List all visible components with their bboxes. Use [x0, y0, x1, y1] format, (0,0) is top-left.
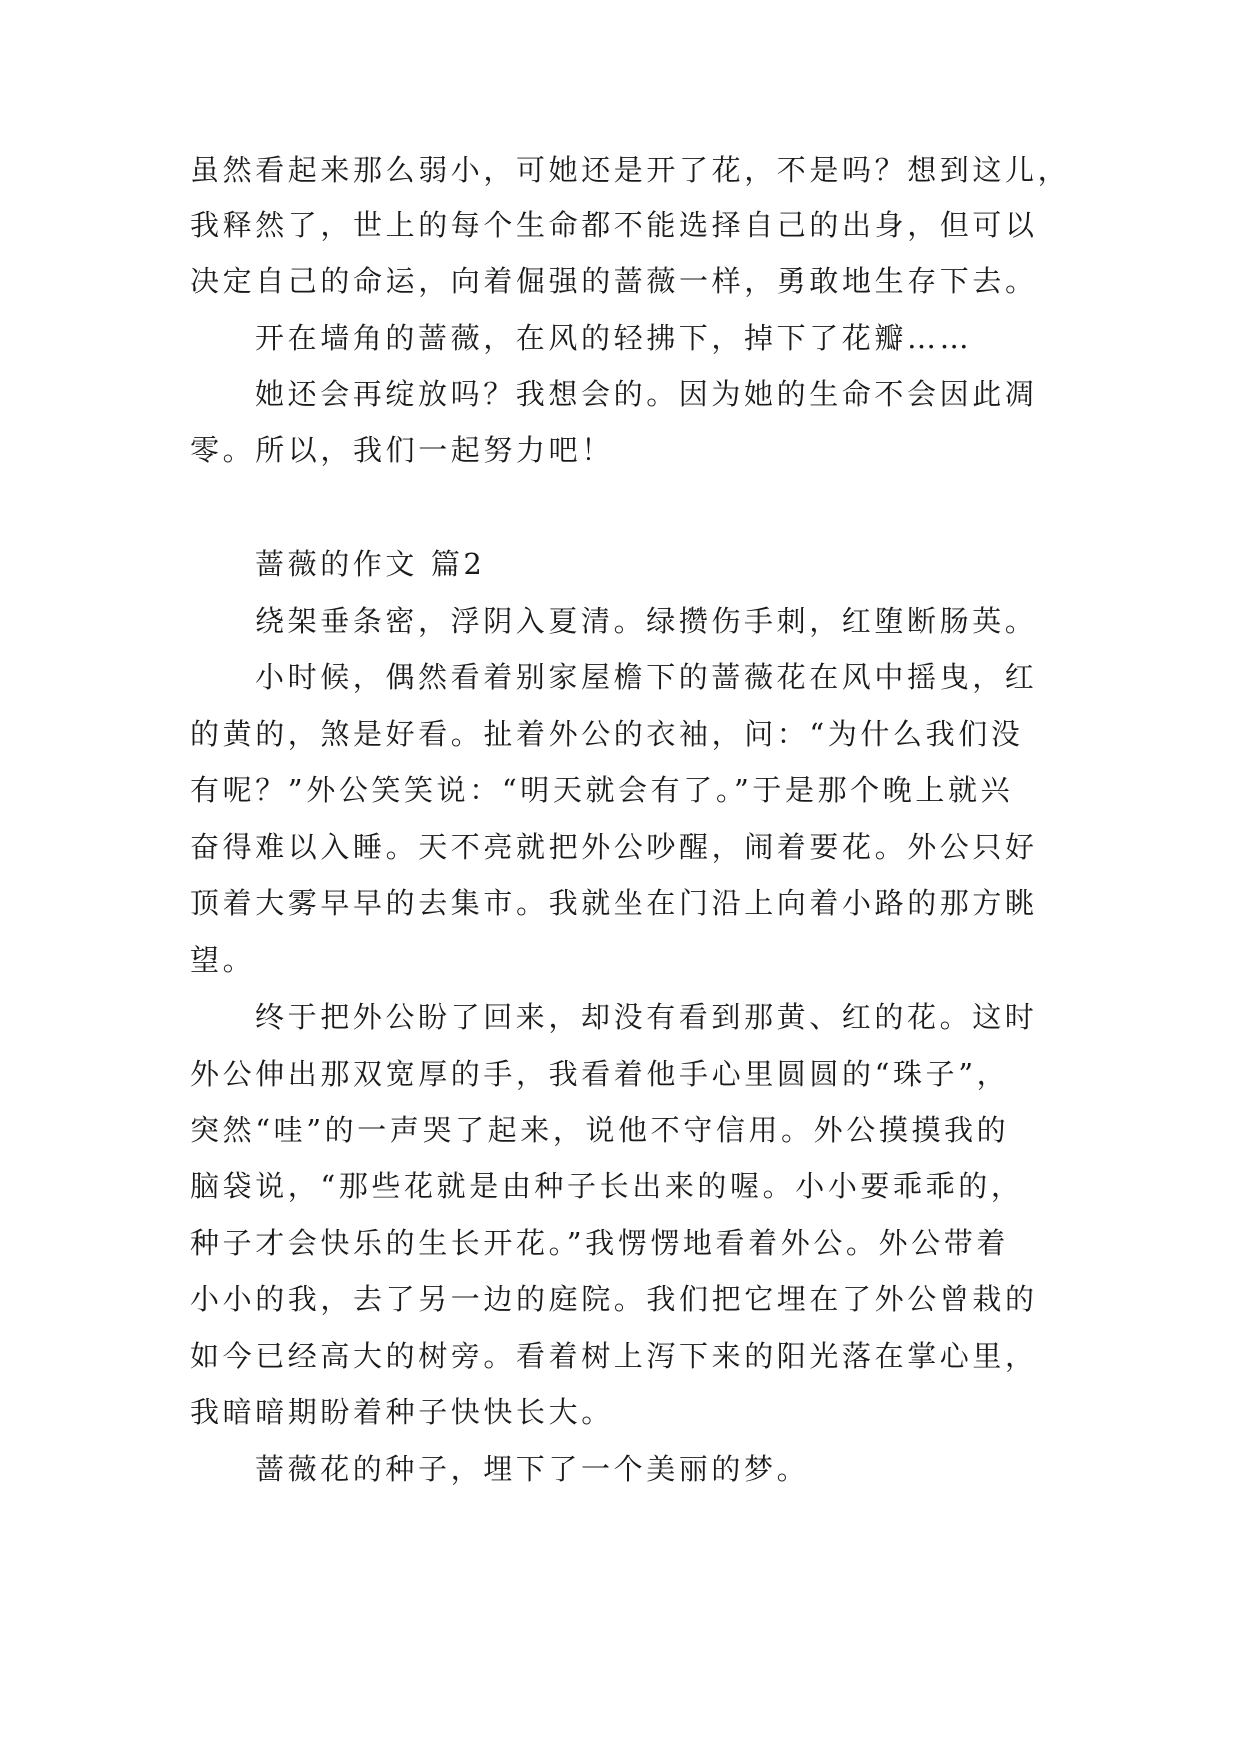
poem-line: 绕架垂条密，浮阴入夏清。绿攒伤手刺，红堕断肠英。: [255, 604, 1038, 638]
paragraph-line: 的黄的，煞是好看。扯着外公的衣袖，问：“为什么我们没: [190, 717, 1024, 751]
paragraph-line: 虽然看起来那么弱小，可她还是开了花，不是吗？想到这儿，: [190, 153, 1071, 187]
paragraph-line: 零。所以，我们一起努力吧！: [190, 433, 614, 467]
paragraph-line: 小时候，偶然看着别家屋檐下的蔷薇花在风中摇曳，红: [255, 660, 1038, 694]
paragraph-line: 决定自己的命运，向着倔强的蔷薇一样，勇敢地生存下去。: [190, 264, 1038, 298]
paragraph-line: 顶着大雾早早的去集市。我就坐在门沿上向着小路的那方眺: [190, 886, 1038, 920]
paragraph-line: 种子才会快乐的生长开花。”我愣愣地看着外公。外公带着: [190, 1226, 1009, 1260]
paragraph-line: 开在墙角的蔷薇，在风的轻拂下，掉下了花瓣……: [255, 321, 973, 355]
paragraph-line: 奋得难以入睡。天不亮就把外公吵醒，闹着要花。外公只好: [190, 830, 1038, 864]
paragraph-line: 脑袋说，“那些花就是由种子长出来的喔。小小要乖乖的，: [190, 1169, 1024, 1203]
paragraph-line: 有呢？”外公笑笑说：“明天就会有了。”于是那个晚上就兴: [190, 773, 1014, 807]
paragraph-line: 望。: [190, 943, 256, 977]
paragraph-line: 她还会再绽放吗？我想会的。因为她的生命不会因此凋: [255, 377, 1038, 411]
section-title: 蔷薇的作文 篇2: [255, 547, 486, 581]
paragraph-line: 蔷薇花的种子，埋下了一个美丽的梦。: [255, 1452, 810, 1486]
paragraph-line: 终于把外公盼了回来，却没有看到那黄、红的花。这时: [255, 1000, 1038, 1034]
paragraph-line: 外公伸出那双宽厚的手，我看着他手心里圆圆的“珠子”，: [190, 1057, 1010, 1091]
paragraph-line: 如今已经高大的树旁。看着树上泻下来的阳光落在掌心里，: [190, 1339, 1038, 1373]
paragraph-line: 小小的我，去了另一边的庭院。我们把它埋在了外公曾栽的: [190, 1282, 1038, 1316]
paragraph-line: 突然“哇”的一声哭了起来，说他不守信用。外公摸摸我的: [190, 1113, 1010, 1147]
paragraph-line: 我释然了，世上的每个生命都不能选择自己的出身，但可以: [190, 208, 1038, 242]
paragraph-line: 我暗暗期盼着种子快快长大。: [190, 1395, 614, 1429]
